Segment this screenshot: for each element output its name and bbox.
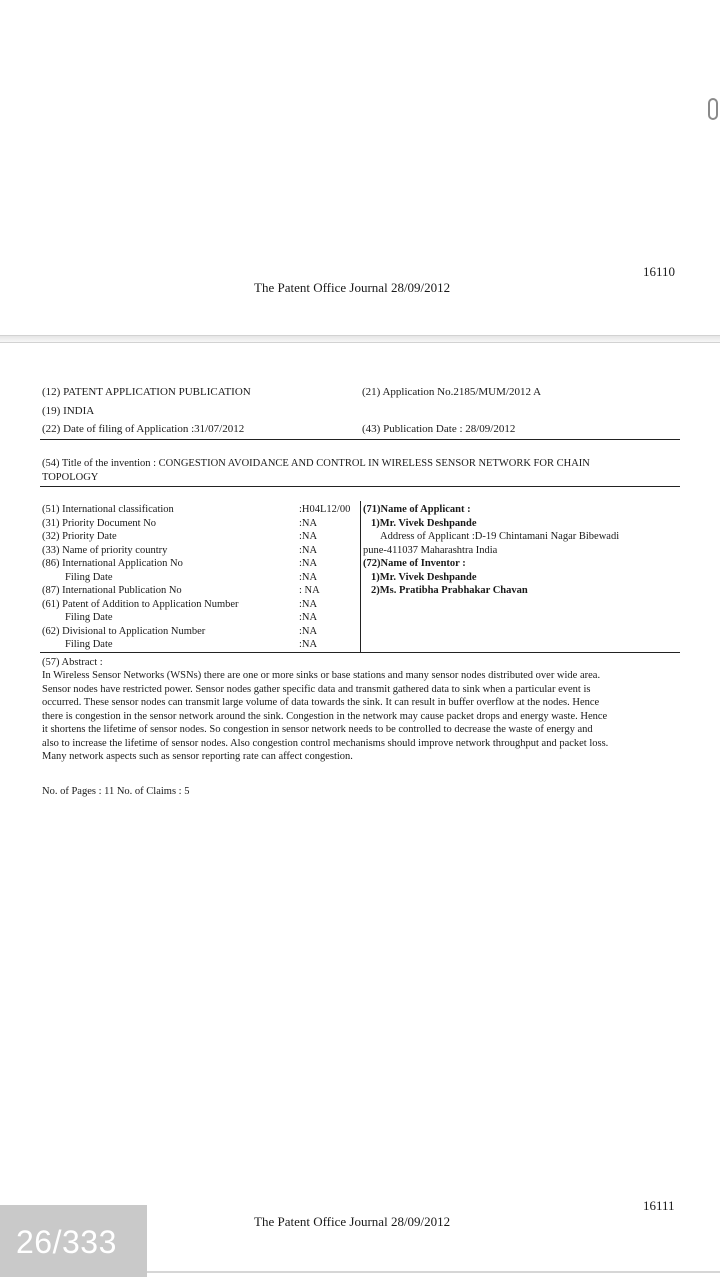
applicant-heading: (71)Name of Applicant : — [363, 504, 471, 515]
abstract-line: there is congestion in the sensor network around the sink. Congestion in the network may cause packet drops and energy waste. Hence — [42, 710, 608, 722]
applicant-name: 1)Mr. Vivek Deshpande — [371, 517, 477, 529]
abstract-line: Many network aspects such as sensor reporting rate can affect congestion. — [42, 751, 353, 762]
field-labels — [42, 503, 239, 652]
field-value: : NA — [299, 585, 320, 596]
inventor-name-1: 1)Mr. Vivek Deshpande — [371, 571, 477, 583]
field-label: (86) International Application No — [42, 558, 183, 569]
field-value: :NA — [299, 517, 318, 529]
inventor-name-2: 2)Ms. Pratibha Prabhakar Chavan — [371, 585, 528, 596]
publication-type: (12) PATENT APPLICATION PUBLICATION — [42, 386, 251, 398]
invention-title-line2: TOPOLOGY — [42, 471, 99, 483]
field-label: (62) Divisional to Application Number — [42, 625, 206, 637]
page-counter: 26/333 — [16, 1224, 117, 1260]
field-label: (31) Priority Document No — [42, 517, 157, 529]
filing-date: (22) Date of filing of Application :31/07/2012 — [42, 423, 245, 435]
title-rule — [40, 486, 680, 487]
abstract-heading: (57) Abstract : — [42, 657, 103, 668]
field-value: :NA — [299, 639, 318, 650]
page-number-top: 16110 — [643, 264, 676, 279]
applicant-address-line1: Address of Applicant :D-19 Chintamani Nagar Bibewadi — [380, 531, 620, 542]
field-values — [299, 503, 350, 652]
field-label: (51) International classification — [42, 504, 174, 515]
scrollbar-handle[interactable] — [708, 98, 718, 120]
application-number: (21) Application No.2185/MUM/2012 A — [362, 386, 542, 398]
applicant-block — [363, 503, 619, 598]
field-value: :NA — [299, 544, 318, 556]
applicant-address-line2: pune-411037 Maharashtra India — [363, 544, 498, 556]
abstract-line: Sensor nodes have restricted power. Sensor nodes gather specific data and transmit gathered data to sink when a particular event is — [42, 683, 591, 695]
page-number-bottom: 16111 — [643, 1198, 675, 1213]
abstract-line: In Wireless Sensor Networks (WSNs) there are one or more sinks or base stations and many sensor nodes distributed over wide area. — [42, 670, 601, 681]
abstract-line: also to increase the lifetime of sensor nodes. Also congestion control mechanisms should improve network throughput and packet loss. — [42, 737, 609, 749]
field-value: :NA — [299, 571, 318, 583]
field-value: :NA — [299, 531, 318, 542]
field-label: (32) Priority Date — [42, 531, 117, 542]
abstract-body — [42, 669, 682, 764]
page-separator-bottom — [0, 342, 720, 343]
field-value: :NA — [299, 612, 318, 623]
field-label: Filing Date — [65, 571, 113, 583]
field-value: :NA — [299, 625, 318, 637]
journal-title-bottom: The Patent Office Journal 28/09/2012 — [254, 1214, 451, 1229]
field-value: :NA — [299, 558, 318, 569]
publication-date: (43) Publication Date : 28/09/2012 — [362, 423, 516, 435]
field-label: (87) International Publication No — [42, 585, 182, 596]
abstract-line: occurred. These sensor nodes can transmit large volume of data towards the sink. It can result in buffer overflow at the nodes. Hence — [42, 697, 600, 708]
abstract-line: it shortens the lifetime of sensor nodes. So congestion in sensor network needs to be controlled to decrease the waste of energy and — [42, 724, 593, 735]
field-label: Filing Date — [65, 612, 113, 623]
field-label: (33) Name of priority country — [42, 544, 168, 556]
pages-claims-info: No. of Pages : 11 No. of Claims : 5 — [42, 786, 190, 797]
table-bottom-rule — [40, 652, 680, 653]
field-label: (61) Patent of Addition to Application Number — [42, 598, 239, 610]
invention-title-line1: (54) Title of the invention : CONGESTION AVOIDANCE AND CONTROL IN WIRELESS SENSOR NETWORK FOR CHAIN — [42, 458, 590, 469]
header-rule — [40, 439, 680, 440]
bottom-rule — [147, 1271, 720, 1273]
field-value: :NA — [299, 598, 318, 610]
invention-title — [42, 457, 590, 484]
field-label: Filing Date — [65, 639, 113, 650]
column-divider — [360, 501, 361, 652]
field-value: :H04L12/00 — [299, 504, 351, 515]
inventor-heading: (72)Name of Inventor : — [363, 558, 466, 569]
publication-country: (19) INDIA — [42, 405, 95, 417]
journal-title-top: The Patent Office Journal 28/09/2012 — [254, 280, 451, 295]
